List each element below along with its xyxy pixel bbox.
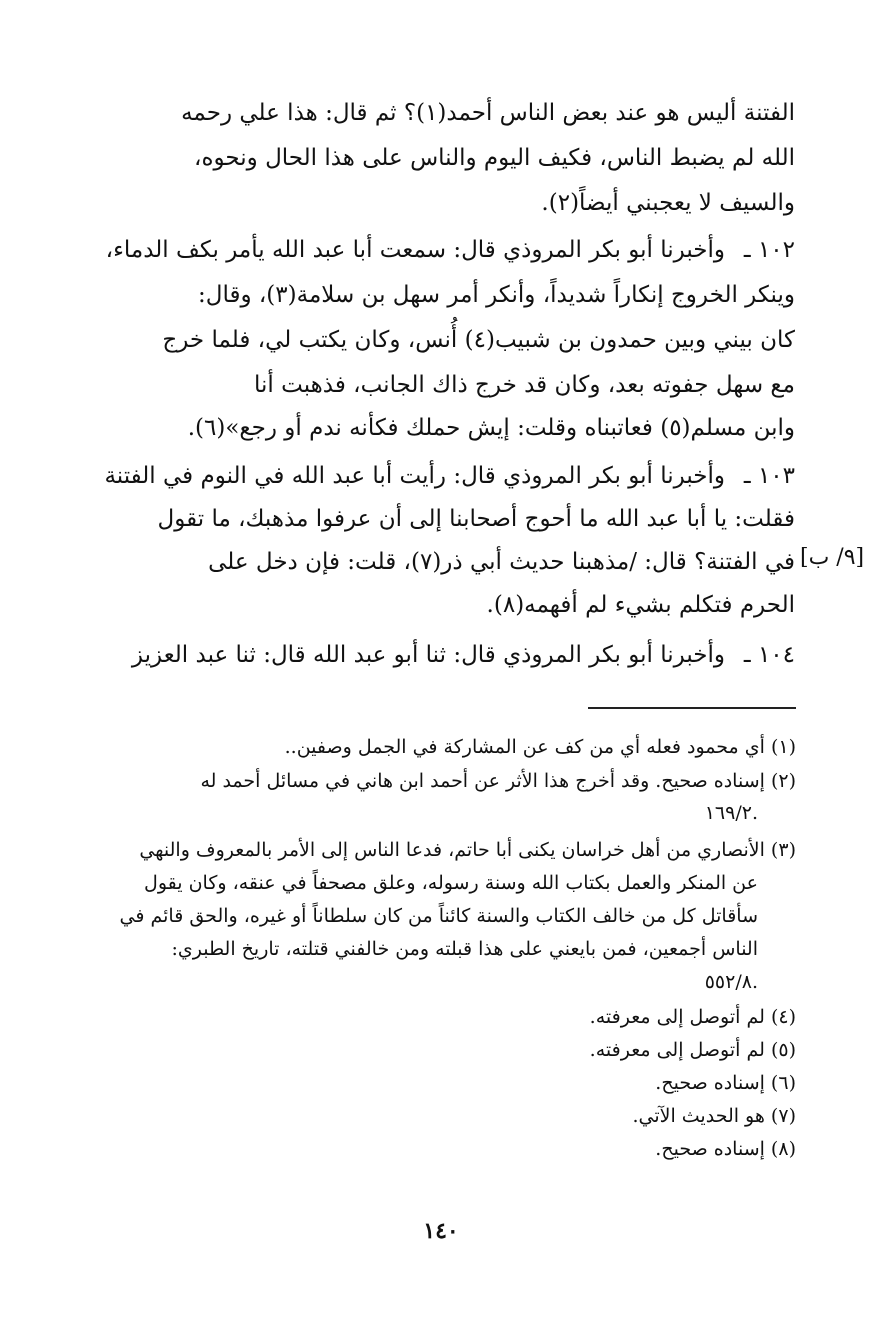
text-line: في الفتنة؟ قال: /مذهبنا حديث أبي ذر(٧)، قلت: فإن دخل على	[208, 549, 795, 575]
text-line: وينكر الخروج إنكاراً شديداً، وأنكر أمر سهل بن سلامة(٣)، وقال:	[198, 282, 795, 308]
footnote-line: (٤) لم أتوصل إلى معرفته.	[589, 1006, 796, 1028]
text-line: الله لم يضبط الناس، فكيف اليوم والناس على هذا الحال ونحوه،	[194, 145, 795, 171]
entry-number: ١٠٢ ـ	[743, 237, 795, 263]
page-number: ١٤٠	[423, 1218, 459, 1244]
text-line: والسيف لا يعجبني أيضاً(٢).	[541, 190, 795, 216]
footnote-line: (٣) الأنصاري من أهل خراسان يكنى أبا حاتم، فدعا الناس إلى الأمر بالمعروف والنهي	[139, 839, 796, 861]
text-line: وأخبرنا أبو بكر المروذي قال: رأيت أبا عبد الله في النوم في الفتنة	[104, 463, 725, 489]
text-line: الحرم فتكلم بشيء لم أفهمه(٨).	[486, 592, 795, 618]
margin-folio-note: [٩/ ب]	[800, 545, 865, 570]
text-line: فقلت: يا أبا عبد الله ما أحوج أصحابنا إلى أن عرفوا مذهبك، ما تقول	[157, 506, 795, 532]
entry-number: ١٠٣ ـ	[743, 463, 795, 489]
text-line: وأخبرنا أبو بكر المروذي قال: ثنا أبو عبد الله قال: ثنا عبد العزيز	[131, 642, 725, 668]
entry-number: ١٠٤ ـ	[743, 642, 795, 668]
text-line: مع سهل جفوته بعد، وكان قد خرج ذاك الجانب، فذهبت أنا	[254, 372, 795, 398]
text-line: وابن مسلم(٥) فعاتبناه وقلت: إيش حملك فكأنه ندم أو رجع»(٦).	[187, 415, 795, 441]
footnote-line: (٦) إسناده صحيح.	[655, 1072, 796, 1094]
footnote-line: (٢) إسناده صحيح. وقد أخرج هذا الأثر عن أحمد ابن هاني في مسائل أحمد له	[200, 770, 796, 792]
footnote-line: (١) أي محمود فعله أي من كف عن المشاركة في الجمل وصفين..	[284, 736, 796, 758]
footnote-line: (٥) لم أتوصل إلى معرفته.	[589, 1039, 796, 1061]
text-line: وأخبرنا أبو بكر المروذي قال: سمعت أبا عبد الله يأمر بكف الدماء،	[105, 237, 725, 263]
text-line: الفتنة أليس هو عند بعض الناس أحمد(١)؟ ثم قال: هذا علي رحمه	[181, 100, 795, 126]
footnote-line: ١٦٩/٢.	[704, 802, 758, 824]
footnote-line: عن المنكر والعمل بكتاب الله وسنة رسوله، وعلق مصحفاً في عنقه، وكان يقول	[144, 872, 758, 894]
footnote-separator	[588, 707, 796, 709]
text-line: كان بيني وبين حمدون بن شبيب(٤) أُنس، وكان يكتب لي، فلما خرج	[162, 327, 795, 353]
footnote-line: الناس أجمعين، فمن بايعني على هذا قبلته ومن خالفني قتلته، تاريخ الطبري:	[171, 938, 758, 960]
footnote-line: (٨) إسناده صحيح.	[655, 1138, 796, 1160]
footnote-line: سأقاتل كل من خالف الكتاب والسنة كائناً من كان سلطاناً أو غيره، والحق قائم في	[119, 905, 758, 927]
footnote-line: ٥٥٢/٨.	[704, 971, 758, 993]
footnote-line: (٧) هو الحديث الآتي.	[632, 1105, 796, 1127]
